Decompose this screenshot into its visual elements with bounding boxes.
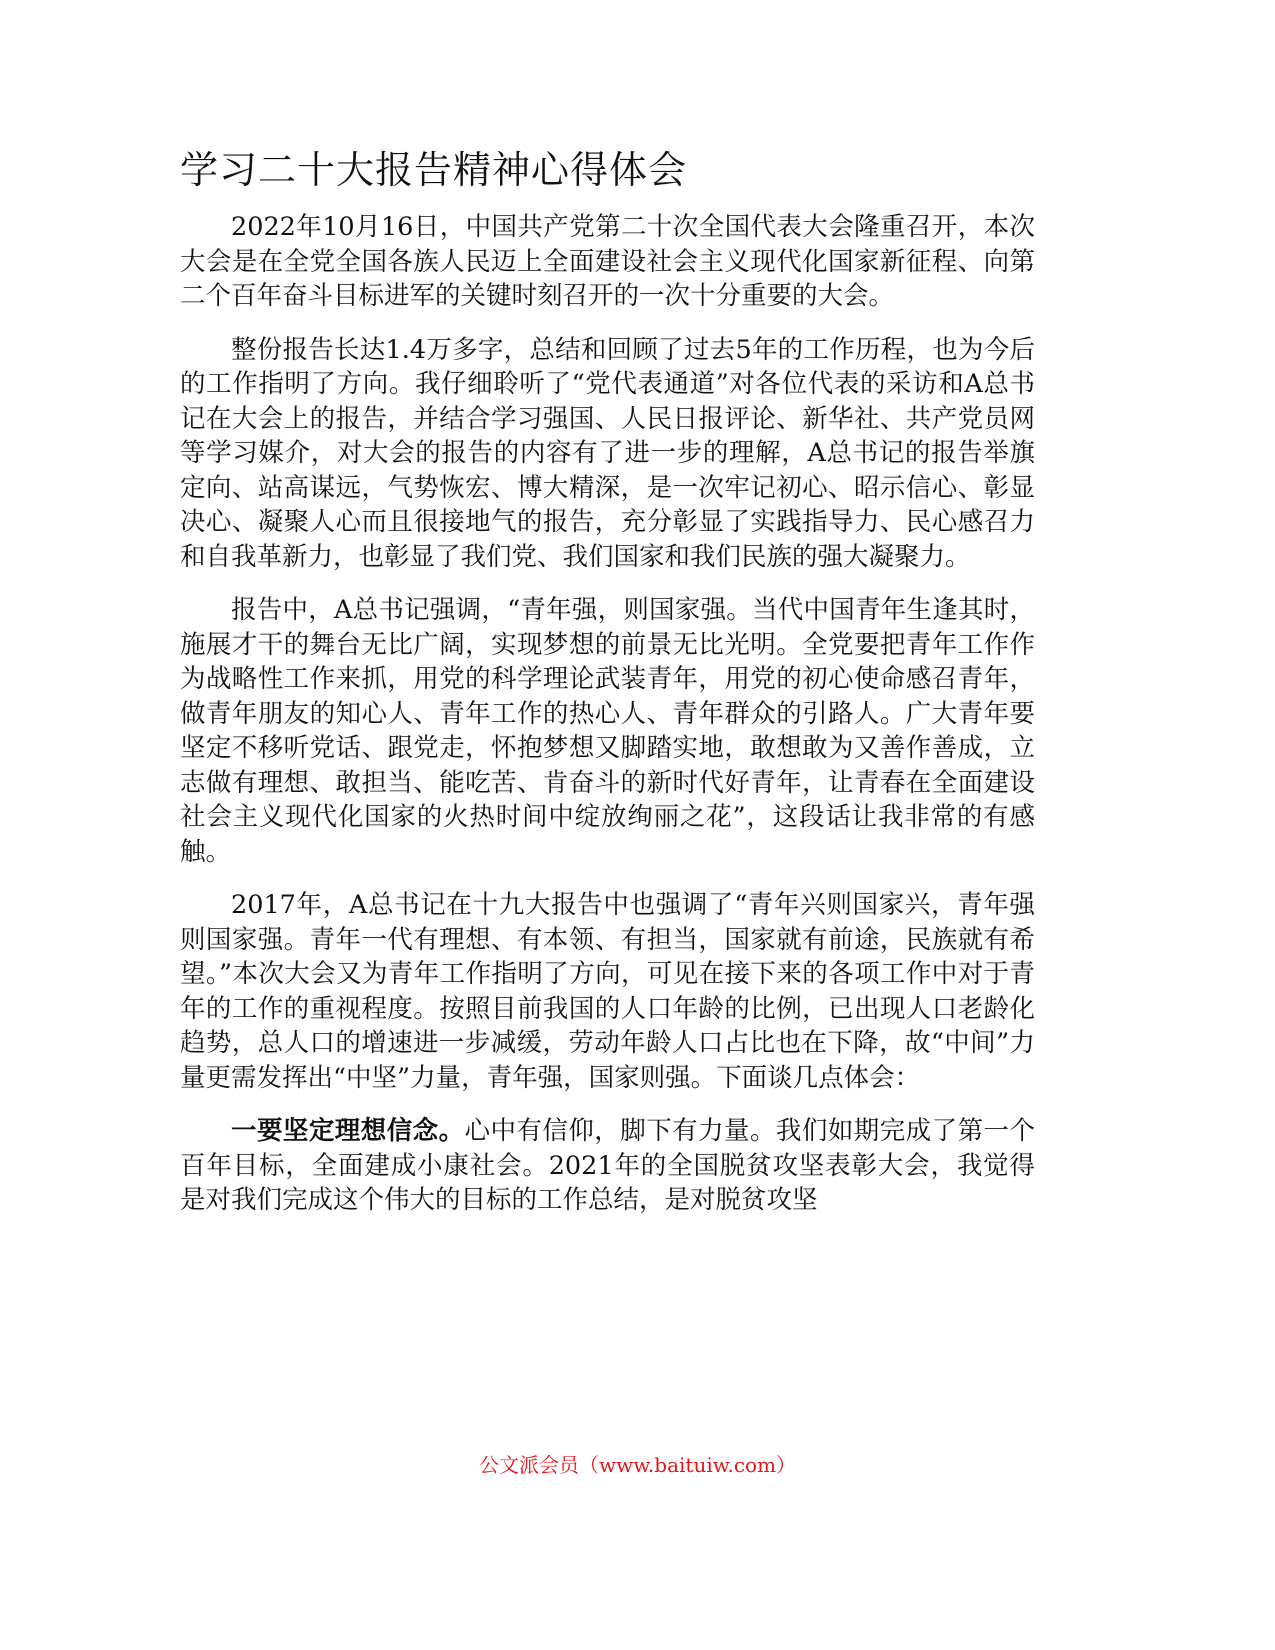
paragraph-lead: 一要坚定理想信念。	[231, 1116, 465, 1146]
paragraph-text: 2022年10月16日，中国共产党第二十次全国代表大会隆重召开，本次大会是在全党全国各族人民迈上全面建设社会主义现代化国家新征程、向第二个百年奋斗目标进军的关键时刻召开的一次十分重要的大会。	[180, 212, 1035, 311]
paragraph-text: 报告中，A总书记强调，“青年强，则国家强。当代中国青年生逢其时，施展才干的舞台无比广阔，实现梦想的前景无比光明。全党要把青年工作作为战略性工作来抓，用党的科学理论武装青年，用党的初心使命感召青年，做青年朋友的知心人、青年工作的热心人、青年群众的引路人。广大青年要坚定不移听党话、跟党走，怀抱梦想又脚踏实地，敢想敢为又善作善成，立志做有理想、敢担当、能吃苦、肯奋斗的新时代好青年，让青春在全面建设社会主义现代化国家的火热时间中绽放绚丽之花”，这段话让我非常的有感触。	[180, 595, 1035, 867]
footer	[0, 1450, 1275, 1480]
paragraph-text: 2017年，A总书记在十九大报告中也强调了“青年兴则国家兴，青年强则国家强。青年一代有理想、有本领、有担当，国家就有前途，民族就有希望。”本次大会又为青年工作指明了方向，可见在接下来的各项工作中对于青年的工作的重视程度。按照目前我国的人口年龄的比例，已出现人口老龄化趋势，总人口的增速进一步减缓，劳动年龄人口占比也在下降，故“中间”力量更需发挥出“中坚”力量，青年强，国家则强。下面谈几点体会：	[180, 890, 1035, 1093]
paragraph-2	[180, 333, 1035, 575]
document-body	[180, 140, 1035, 1237]
paragraph-1	[180, 210, 1035, 314]
document-title: 学习二十大报告精神心得体会	[180, 148, 688, 192]
paragraph-text: 心中有信仰，脚下有力量。我们如期完成了第一个百年目标，全面建成小康社会。2021年的全国脱贫攻坚表彰大会，我觉得是对我们完成这个伟大的目标的工作总结，是对脱贫攻坚	[180, 1116, 1035, 1215]
paragraph-5	[180, 1114, 1035, 1218]
paragraph-4	[180, 888, 1035, 1095]
footer-watermark-text: 公文派会员（www.baituiw.com）	[478, 1453, 797, 1477]
paragraph-text: 整份报告长达1.4万多字，总结和回顾了过去5年的工作历程，也为今后的工作指明了方向。我仔细聆听了“党代表通道”对各位代表的采访和A总书记在大会上的报告，并结合学习强国、人民日报评论、新华社、共产党员网等学习媒介，对大会的报告的内容有了进一步的理解，A总书记的报告举旗定向、站高谋远，气势恢宏、博大精深，是一次牢记初心、昭示信心、彰显决心、凝聚人心而且很接地气的报告，充分彰显了实践指导力、民心感召力和自我革新力，也彰显了我们党、我们国家和我们民族的强大凝聚力。	[180, 334, 1035, 572]
paragraph-3	[180, 593, 1035, 869]
